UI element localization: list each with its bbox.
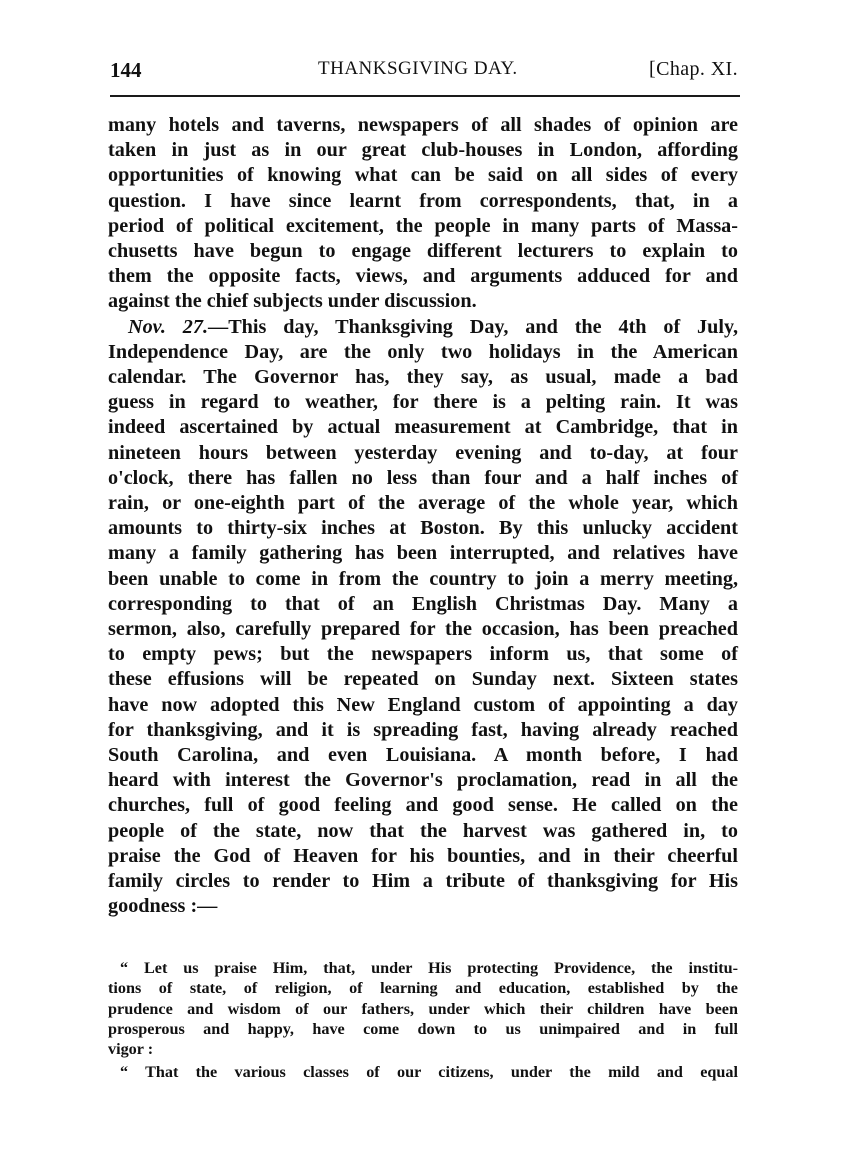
text-line: chusetts have begun to engage different lecturers to explain to	[108, 240, 738, 263]
text-line: opportunities of knowing what can be said on all sides of every	[108, 164, 738, 187]
page-number: 144	[110, 58, 142, 82]
quote-line: prosperous and happy, have come down to us unimpaired and in full	[108, 1019, 738, 1038]
quote-line: tions of state, of religion, of learning and education, established by the	[108, 979, 738, 998]
date-label: Nov. 27.	[128, 315, 209, 338]
header-rule	[110, 95, 740, 97]
text-line: goodness :—	[108, 895, 218, 918]
quote-line: “ Let us praise Him, that, under His protecting Providence, the institu-	[120, 959, 738, 977]
text-line: guess in regard to weather, for there is a pelting rain. It was	[108, 391, 738, 414]
quotation-block	[108, 958, 738, 1059]
text-line: question. I have since learnt from correspondents, that, in a	[108, 189, 738, 212]
text-line: have now adopted this New England custom of appointing a day	[108, 693, 738, 716]
text-line: people of the state, now that the harvest was gathered in, to	[108, 819, 738, 842]
text-line: praise the God of Heaven for his bounties, and in their cheerful	[108, 844, 738, 867]
quote-line: vigor :	[108, 1040, 154, 1059]
text-line: family circles to render to Him a tribute of thanksgiving for His	[108, 870, 738, 893]
running-title: THANKSGIVING DAY.	[318, 58, 518, 79]
text-line: many a family gathering has been interrupted, and relatives have	[108, 542, 738, 565]
text-line: rain, or one-eighth part of the average of the whole year, which	[108, 492, 738, 515]
text-line-dated	[108, 315, 738, 340]
text-line: sermon, also, carefully prepared for the occasion, has been preached	[108, 618, 738, 641]
text-line: corresponding to that of an English Christmas Day. Many a	[108, 592, 738, 615]
quote-line: prudence and wisdom of our fathers, under which their children have been	[108, 999, 738, 1018]
text-line: these effusions will be repeated on Sunday next. Sixteen states	[108, 668, 738, 691]
text-line: against the chief subjects under discussion.	[108, 290, 477, 313]
text-line: Independence Day, are the only two holidays in the American	[108, 340, 738, 363]
text-fragment: —This day, Thanksgiving Day, and the 4th of July,	[208, 315, 739, 338]
running-head	[110, 58, 738, 86]
text-line: nineteen hours between yesterday evening and to-day, at four	[108, 441, 738, 464]
text-line: heard with interest the Governor's proclamation, read in all the	[108, 769, 738, 792]
text-line: period of political excitement, the people in many parts of Massa-	[108, 214, 738, 237]
text-line: South Carolina, and even Louisiana. A month before, I had	[108, 744, 738, 767]
quotation-block	[108, 1062, 738, 1082]
body-text	[108, 113, 738, 920]
chapter-reference: [Chap. XI.	[649, 58, 738, 80]
text-line: calendar. The Governor has, they say, as usual, made a bad	[108, 366, 738, 389]
quote-line: “ That the various classes of our citizens, under the mild and equal	[120, 1063, 738, 1081]
text-line: many hotels and taverns, newspapers of all shades of opinion are	[108, 114, 738, 136]
text-line: for thanksgiving, and it is spreading fast, having already reached	[108, 718, 738, 741]
text-line: indeed ascertained by actual measurement at Cambridge, that in	[108, 416, 738, 439]
text-line: been unable to come in from the country to join a merry meeting,	[108, 567, 738, 590]
text-line: churches, full of good feeling and good sense. He called on the	[108, 794, 738, 817]
text-line: to empty pews; but the newspapers inform us, that some of	[108, 643, 738, 666]
text-line: amounts to thirty-six inches at Boston. By this unlucky accident	[108, 517, 738, 540]
text-line: o'clock, there has fallen no less than four and a half inches of	[108, 466, 738, 489]
text-line: taken in just as in our great club-houses in London, affording	[108, 139, 738, 162]
text-line: them the opposite facts, views, and arguments adduced for and	[108, 265, 738, 288]
